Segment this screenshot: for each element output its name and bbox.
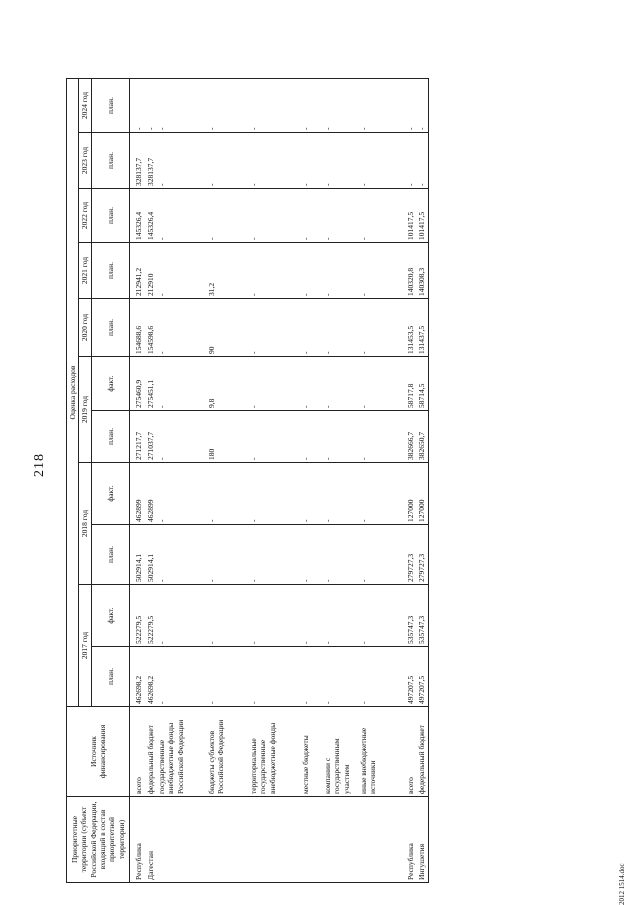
- table-row: [322, 79, 358, 883]
- value-cell: -: [145, 79, 156, 133]
- value-cell: -: [322, 189, 358, 243]
- value-cell: -: [206, 189, 248, 243]
- value-cell: 58717,8: [404, 357, 416, 411]
- region-cell: [358, 797, 404, 883]
- sub-header: план.: [91, 411, 129, 463]
- value-cell: -: [156, 647, 206, 707]
- value-cell: -: [322, 79, 358, 133]
- value-cell: -: [206, 79, 248, 133]
- value-cell: -: [248, 647, 300, 707]
- source-cell: федеральный бюджет: [416, 707, 428, 797]
- value-cell: 279727,3: [416, 525, 428, 585]
- value-cell: -: [248, 79, 300, 133]
- value-cell: 154598,6: [145, 299, 156, 357]
- value-cell: -: [322, 411, 358, 463]
- value-cell: 101417,5: [416, 189, 428, 243]
- value-cell: -: [248, 299, 300, 357]
- value-cell: -: [300, 357, 322, 411]
- sub-header: факт.: [91, 585, 129, 647]
- value-cell: 212910: [145, 243, 156, 299]
- estimate-header: Оценка расходов: [67, 79, 79, 707]
- value-cell: 127000: [416, 463, 428, 525]
- value-cell: -: [358, 411, 404, 463]
- value-cell: 279727,3: [404, 525, 416, 585]
- value-cell: 497207,5: [416, 647, 428, 707]
- value-cell: -: [300, 189, 322, 243]
- value-cell: -: [156, 299, 206, 357]
- year-2024-header: 2024 год: [79, 79, 91, 133]
- year-2019-header: 2019 год: [79, 357, 91, 463]
- year-2020-header: 2020 год: [79, 299, 91, 357]
- source-cell: местные бюджеты: [300, 707, 322, 797]
- value-cell: 140308,3: [416, 243, 428, 299]
- value-cell: -: [206, 463, 248, 525]
- sub-header: факт.: [91, 463, 129, 525]
- region-cell: [300, 797, 322, 883]
- sub-header: план.: [91, 647, 129, 707]
- value-cell: -: [156, 79, 206, 133]
- value-cell: 58714,5: [416, 357, 428, 411]
- value-cell: -: [322, 585, 358, 647]
- value-cell: 275460,9: [130, 357, 145, 411]
- region-cell: [156, 797, 206, 883]
- value-cell: -: [156, 189, 206, 243]
- region-cell: Ингушетия: [416, 797, 428, 883]
- sub-header: факт.: [91, 357, 129, 411]
- value-cell: 535747,3: [404, 585, 416, 647]
- source-cell: бюджеты субъектов Российской Федерации: [206, 707, 248, 797]
- value-cell: -: [322, 299, 358, 357]
- value-cell: -: [156, 133, 206, 189]
- region-cell: [322, 797, 358, 883]
- sub-header: план.: [91, 133, 129, 189]
- value-cell: -: [358, 189, 404, 243]
- value-cell: -: [248, 133, 300, 189]
- value-cell: 462698,2: [130, 647, 145, 707]
- value-cell: -: [358, 585, 404, 647]
- table-row: [156, 79, 206, 883]
- value-cell: -: [156, 463, 206, 525]
- value-cell: 212941,2: [130, 243, 145, 299]
- value-cell: 462899: [145, 463, 156, 525]
- value-cell: 502914,1: [145, 525, 156, 585]
- source-header: Источник финансирования: [67, 707, 130, 797]
- region-cell: Дагестан: [145, 797, 156, 883]
- year-2022-header: 2022 год: [79, 189, 91, 243]
- value-cell: -: [248, 585, 300, 647]
- value-cell: -: [300, 585, 322, 647]
- table-row: [130, 79, 145, 883]
- value-cell: -: [358, 299, 404, 357]
- value-cell: 145326,4: [145, 189, 156, 243]
- value-cell: -: [206, 647, 248, 707]
- table-row: [145, 79, 156, 883]
- value-cell: 462899: [130, 463, 145, 525]
- value-cell: -: [206, 585, 248, 647]
- value-cell: -: [300, 411, 322, 463]
- table-body: [130, 79, 429, 883]
- page-number: 218: [32, 453, 47, 477]
- value-cell: 462698,2: [145, 647, 156, 707]
- table-row: [248, 79, 300, 883]
- value-cell: 382650,7: [416, 411, 428, 463]
- sub-header: план.: [91, 299, 129, 357]
- value-cell: -: [322, 463, 358, 525]
- value-cell: 271037,7: [145, 411, 156, 463]
- value-cell: -: [248, 357, 300, 411]
- year-2021-header: 2021 год: [79, 243, 91, 299]
- value-cell: -: [358, 133, 404, 189]
- value-cell: -: [322, 243, 358, 299]
- value-cell: 502914,1: [130, 525, 145, 585]
- value-cell: 31,2: [206, 243, 248, 299]
- territory-header: Приоритетные территории (субъект Российской Федерации, входящий в состав приоритетной территории): [67, 797, 130, 883]
- value-cell: 154688,6: [130, 299, 145, 357]
- value-cell: -: [156, 585, 206, 647]
- value-cell: -: [358, 463, 404, 525]
- value-cell: -: [130, 79, 145, 133]
- value-cell: 127000: [404, 463, 416, 525]
- table-row: [300, 79, 322, 883]
- value-cell: -: [248, 525, 300, 585]
- value-cell: -: [300, 79, 322, 133]
- value-cell: 271217,7: [130, 411, 145, 463]
- value-cell: -: [322, 647, 358, 707]
- value-cell: -: [156, 525, 206, 585]
- value-cell: -: [358, 647, 404, 707]
- value-cell: -: [358, 79, 404, 133]
- value-cell: 522279,5: [130, 585, 145, 647]
- region-cell: [248, 797, 300, 883]
- source-cell: иные внебюджетные источники: [358, 707, 404, 797]
- source-cell: государственные внебюджетные фонды Российской Федерации: [156, 707, 206, 797]
- value-cell: -: [358, 357, 404, 411]
- region-cell: Республика: [404, 797, 416, 883]
- value-cell: -: [300, 463, 322, 525]
- expense-estimate-table: [66, 78, 429, 883]
- source-cell: территориальные государственные внебюджетные фонды: [248, 707, 300, 797]
- region-cell: Республика: [130, 797, 145, 883]
- year-2018-header: 2018 год: [79, 463, 91, 585]
- value-cell: -: [206, 133, 248, 189]
- value-cell: -: [322, 357, 358, 411]
- value-cell: -: [404, 133, 416, 189]
- value-cell: -: [156, 411, 206, 463]
- source-cell: компании с государственным участием: [322, 707, 358, 797]
- value-cell: -: [300, 299, 322, 357]
- value-cell: -: [322, 525, 358, 585]
- value-cell: -: [300, 525, 322, 585]
- table-row: [358, 79, 404, 883]
- value-cell: 382666,7: [404, 411, 416, 463]
- value-cell: -: [358, 243, 404, 299]
- value-cell: -: [206, 525, 248, 585]
- value-cell: 535747,3: [416, 585, 428, 647]
- year-2017-header: 2017 год: [79, 585, 91, 707]
- value-cell: -: [416, 133, 428, 189]
- value-cell: -: [248, 243, 300, 299]
- value-cell: -: [300, 647, 322, 707]
- sub-header: план.: [91, 525, 129, 585]
- value-cell: -: [248, 411, 300, 463]
- value-cell: 328137,7: [130, 133, 145, 189]
- value-cell: 9,8: [206, 357, 248, 411]
- value-cell: 90: [206, 299, 248, 357]
- value-cell: -: [248, 189, 300, 243]
- value-cell: -: [248, 463, 300, 525]
- value-cell: 131437,5: [416, 299, 428, 357]
- value-cell: 275451,1: [145, 357, 156, 411]
- source-cell: федеральный бюджет: [145, 707, 156, 797]
- value-cell: -: [156, 243, 206, 299]
- year-2023-header: 2023 год: [79, 133, 91, 189]
- value-cell: 145326,4: [130, 189, 145, 243]
- value-cell: -: [416, 79, 428, 133]
- sub-header: план.: [91, 189, 129, 243]
- table-row: [404, 79, 416, 883]
- value-cell: 497207,5: [404, 647, 416, 707]
- value-cell: 131453,5: [404, 299, 416, 357]
- value-cell: -: [404, 79, 416, 133]
- value-cell: 101417,5: [404, 189, 416, 243]
- table-row: [416, 79, 428, 883]
- document-code: 2012 1514.doc: [618, 863, 626, 905]
- region-cell: [206, 797, 248, 883]
- value-cell: 328137,7: [145, 133, 156, 189]
- value-cell: -: [300, 133, 322, 189]
- table-row: [206, 79, 248, 883]
- value-cell: -: [322, 133, 358, 189]
- value-cell: 522279,5: [145, 585, 156, 647]
- sub-header: план.: [91, 243, 129, 299]
- value-cell: -: [156, 357, 206, 411]
- value-cell: -: [358, 525, 404, 585]
- source-cell: всего: [130, 707, 145, 797]
- sub-header: план.: [91, 79, 129, 133]
- source-cell: всего: [404, 707, 416, 797]
- value-cell: -: [300, 243, 322, 299]
- value-cell: 180: [206, 411, 248, 463]
- value-cell: 140320,8: [404, 243, 416, 299]
